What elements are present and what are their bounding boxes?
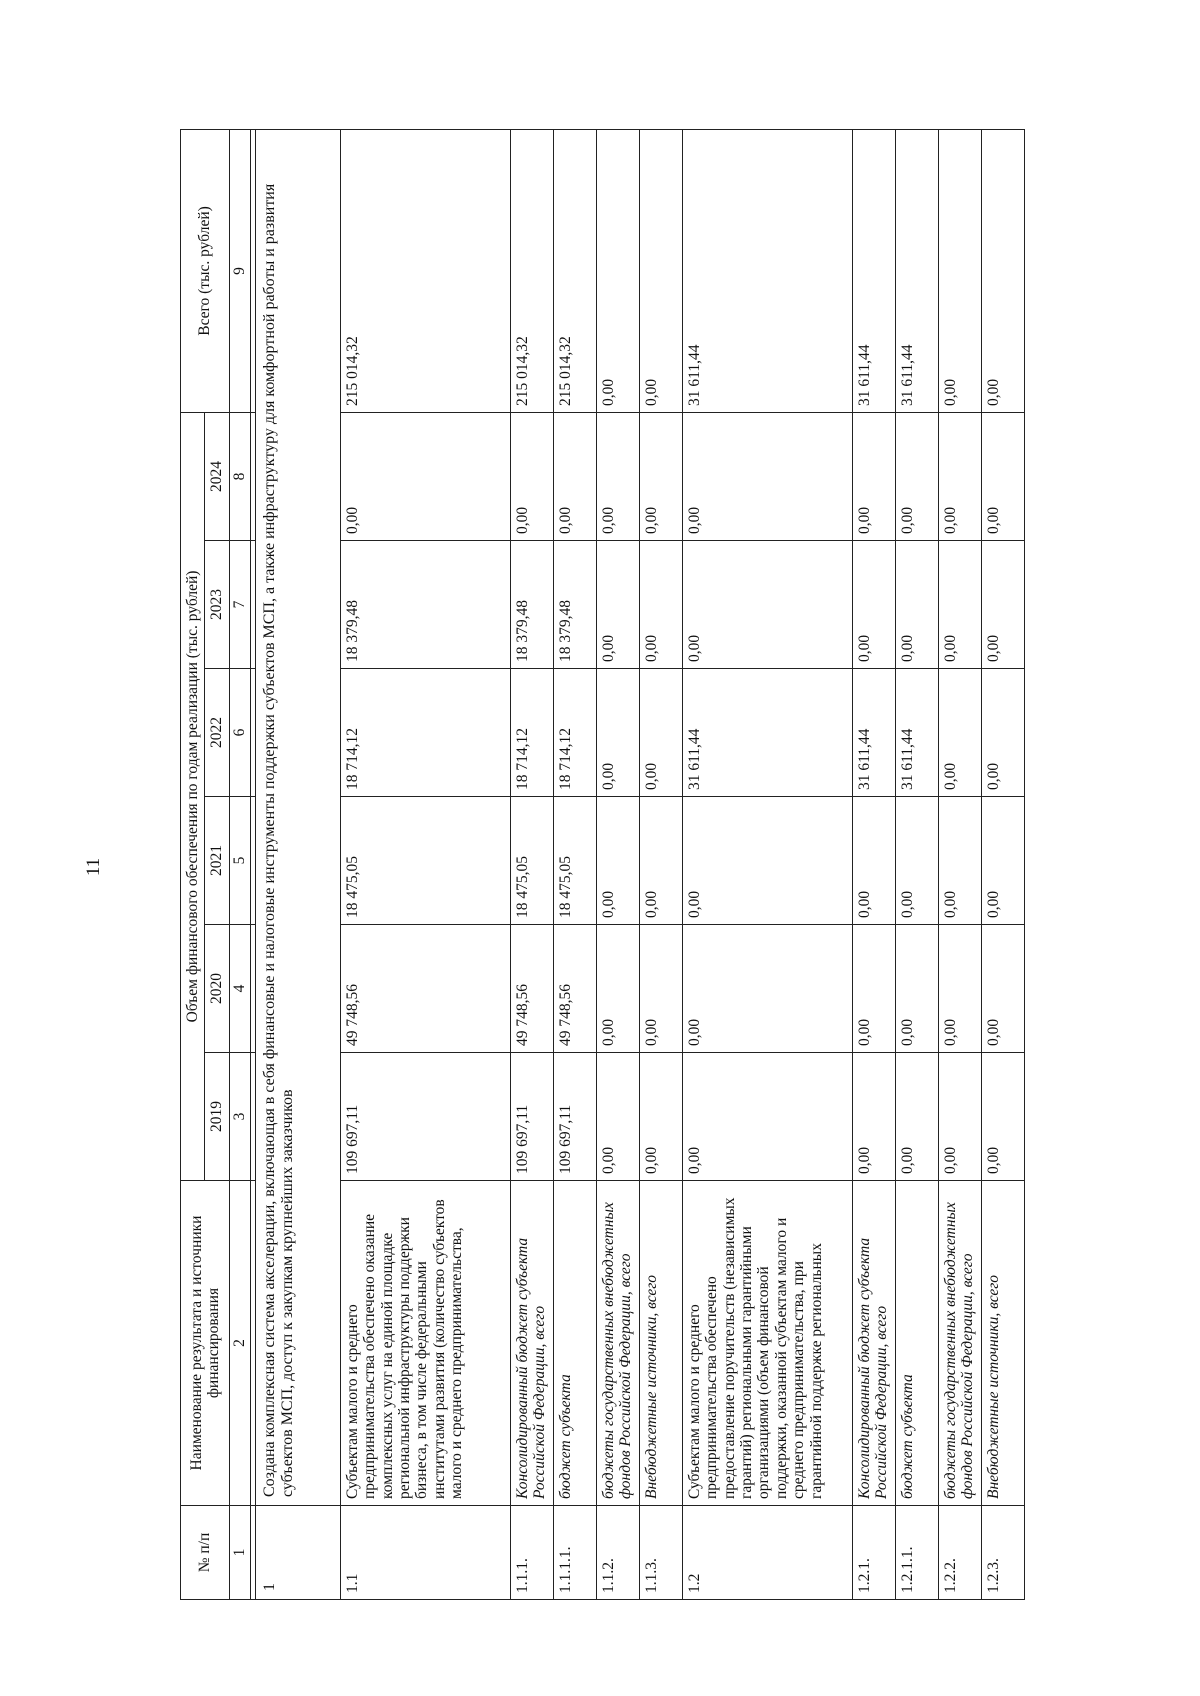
- row-value: 0,00: [896, 541, 939, 669]
- table-row: [683, 129, 853, 1599]
- row-total: 0,00: [640, 129, 683, 412]
- row-value: 0,00: [640, 1053, 683, 1181]
- row-value: 0,00: [982, 797, 1025, 925]
- row-value: 0,00: [511, 412, 554, 540]
- row-number: 1.1.2.: [597, 1506, 640, 1600]
- row-value: 0,00: [341, 412, 511, 540]
- row-total: 31 611,44: [853, 129, 896, 412]
- row-value: 0,00: [853, 541, 896, 669]
- row-value: 0,00: [640, 541, 683, 669]
- row-value: 0,00: [597, 925, 640, 1053]
- header-year: 2024: [205, 412, 229, 540]
- row-value: 109 697,11: [341, 1053, 511, 1181]
- header-number: № п/п: [181, 1506, 230, 1600]
- row-name: Консолидированный бюджет субъекта Российской Федерации, всего: [853, 1181, 896, 1506]
- row-value: 31 611,44: [853, 669, 896, 797]
- row-value: 0,00: [982, 669, 1025, 797]
- row-value: 0,00: [982, 925, 1025, 1053]
- row-value: 18 475,05: [554, 797, 597, 925]
- row-value: 0,00: [896, 1053, 939, 1181]
- table-row: [511, 129, 554, 1599]
- row-number: 1.1.3.: [640, 1506, 683, 1600]
- row-number: 1.2: [683, 1506, 853, 1600]
- row-value: 0,00: [597, 797, 640, 925]
- row-value: 0,00: [683, 1053, 853, 1181]
- row-value: 109 697,11: [554, 1053, 597, 1181]
- row-value: 0,00: [683, 412, 853, 540]
- header-year: 2023: [205, 541, 229, 669]
- row-name: бюджеты государственных внебюджетных фондов Российской Федерации, всего: [939, 1181, 982, 1506]
- column-number: 2: [229, 1181, 250, 1506]
- row-value: 0,00: [683, 797, 853, 925]
- page-number: 11: [83, 857, 104, 877]
- row-value: 0,00: [683, 541, 853, 669]
- row-value: 0,00: [597, 1053, 640, 1181]
- table-row: [640, 129, 683, 1599]
- row-value: 0,00: [939, 669, 982, 797]
- table-row: [896, 129, 939, 1599]
- row-name: Внебюджетные источники, всего: [982, 1181, 1025, 1506]
- row-total: 215 014,32: [341, 129, 511, 412]
- header-total: Всего (тыс. рублей): [181, 129, 230, 412]
- row-value: 49 748,56: [511, 925, 554, 1053]
- row-total: 215 014,32: [554, 129, 597, 412]
- row-value: 0,00: [896, 925, 939, 1053]
- row-value: 0,00: [896, 797, 939, 925]
- row-name: бюджеты государственных внебюджетных фондов Российской Федерации, всего: [597, 1181, 640, 1506]
- row-total: 0,00: [939, 129, 982, 412]
- row-value: 18 714,12: [511, 669, 554, 797]
- row-value: 0,00: [853, 1053, 896, 1181]
- row-value: 49 748,56: [341, 925, 511, 1053]
- row-value: 0,00: [683, 925, 853, 1053]
- row-value: 0,00: [982, 412, 1025, 540]
- header-year: 2021: [205, 797, 229, 925]
- row-value: 0,00: [853, 797, 896, 925]
- row-value: 0,00: [853, 925, 896, 1053]
- row-value: 0,00: [939, 797, 982, 925]
- column-number: 6: [229, 669, 250, 797]
- row-value: 31 611,44: [683, 669, 853, 797]
- row-value: 0,00: [640, 669, 683, 797]
- header-year: 2022: [205, 669, 229, 797]
- row-number: 1.2.1.: [853, 1506, 896, 1600]
- row-value: 18 714,12: [554, 669, 597, 797]
- row-value: 18 475,05: [511, 797, 554, 925]
- row-total: 0,00: [982, 129, 1025, 412]
- column-number: 8: [229, 412, 250, 540]
- row-value: 0,00: [939, 925, 982, 1053]
- financing-table: [180, 129, 1025, 1600]
- row-total: 0,00: [597, 129, 640, 412]
- row-value: 18 379,48: [511, 541, 554, 669]
- column-number: 5: [229, 797, 250, 925]
- header-year: 2019: [205, 1053, 229, 1181]
- section-title: Создана комплексная система акселерации, включающая в себя финансовые и налоговые инструменты поддержки субъектов МСП, а также инфраструктуру для комфортной работы и развития субъектов МСП, доступ к закупкам крупнейших заказчиков: [255, 129, 340, 1505]
- header-volume: Объем финансового обеспечения по годам реализации (тыс. рублей): [181, 412, 205, 1180]
- table-row: [597, 129, 640, 1599]
- row-value: 18 379,48: [554, 541, 597, 669]
- column-number: 9: [229, 129, 250, 412]
- row-number: 1.2.2.: [939, 1506, 982, 1600]
- column-numbering-row: [229, 129, 250, 1599]
- column-number: 1: [229, 1506, 250, 1600]
- row-value: 0,00: [939, 541, 982, 669]
- header-row-1: [181, 129, 205, 1599]
- column-number: 3: [229, 1053, 250, 1181]
- row-total: 31 611,44: [683, 129, 853, 412]
- row-number: 1.1.1.1.: [554, 1506, 597, 1600]
- row-number: 1.2.3.: [982, 1506, 1025, 1600]
- row-value: 0,00: [939, 412, 982, 540]
- row-value: 0,00: [597, 541, 640, 669]
- row-value: 0,00: [554, 412, 597, 540]
- row-total: 215 014,32: [511, 129, 554, 412]
- row-name: Консолидированный бюджет субъекта Российской Федерации, всего: [511, 1181, 554, 1506]
- row-name: бюджет субъекта: [554, 1181, 597, 1506]
- row-value: 31 611,44: [896, 669, 939, 797]
- row-value: 18 475,05: [341, 797, 511, 925]
- row-value: 0,00: [597, 412, 640, 540]
- table-row: [853, 129, 896, 1599]
- column-number: 7: [229, 541, 250, 669]
- row-value: 0,00: [982, 541, 1025, 669]
- table-row: [939, 129, 982, 1599]
- row-value: 0,00: [640, 797, 683, 925]
- row-value: 18 379,48: [341, 541, 511, 669]
- row-value: 0,00: [896, 412, 939, 540]
- row-total: 31 611,44: [896, 129, 939, 412]
- row-name: Субъектам малого и среднего предпринимательства обеспечено предоставление поручительств (независимых гарантий) региональными гарантийными организациями (объем финансовой поддержки, оказанной субъектам малого и среднего предпринимательства, при гарантийной поддержке региональных: [683, 1181, 853, 1506]
- row-name: бюджет субъекта: [896, 1181, 939, 1506]
- table-row: [982, 129, 1025, 1599]
- row-value: 0,00: [853, 412, 896, 540]
- row-name: Субъектам малого и среднего предпринимательства обеспечено оказание комплексных услуг на единой площадке региональной инфраструктуры поддержки бизнеса, в том числе федеральными институтами развития (количество субъектов малого и среднего предпринимательства,: [341, 1181, 511, 1506]
- row-value: 0,00: [982, 1053, 1025, 1181]
- row-number: 1.1.1.: [511, 1506, 554, 1600]
- row-value: 18 714,12: [341, 669, 511, 797]
- header-year: 2020: [205, 925, 229, 1053]
- row-number: 1.1: [341, 1506, 511, 1600]
- row-number: 1.2.1.1.: [896, 1506, 939, 1600]
- column-number: 4: [229, 925, 250, 1053]
- row-name: Внебюджетные источники, всего: [640, 1181, 683, 1506]
- row-value: 0,00: [640, 412, 683, 540]
- row-value: 49 748,56: [554, 925, 597, 1053]
- section-number: 1: [255, 1506, 340, 1600]
- row-value: 0,00: [640, 925, 683, 1053]
- header-name: Наименование результата и источники финансирования: [181, 1181, 230, 1506]
- row-value: 0,00: [597, 669, 640, 797]
- section-row: [255, 129, 340, 1599]
- row-value: 109 697,11: [511, 1053, 554, 1181]
- table-row: [341, 129, 511, 1599]
- row-value: 0,00: [939, 1053, 982, 1181]
- rotated-page-content: [180, 130, 1025, 1600]
- table-row: [554, 129, 597, 1599]
